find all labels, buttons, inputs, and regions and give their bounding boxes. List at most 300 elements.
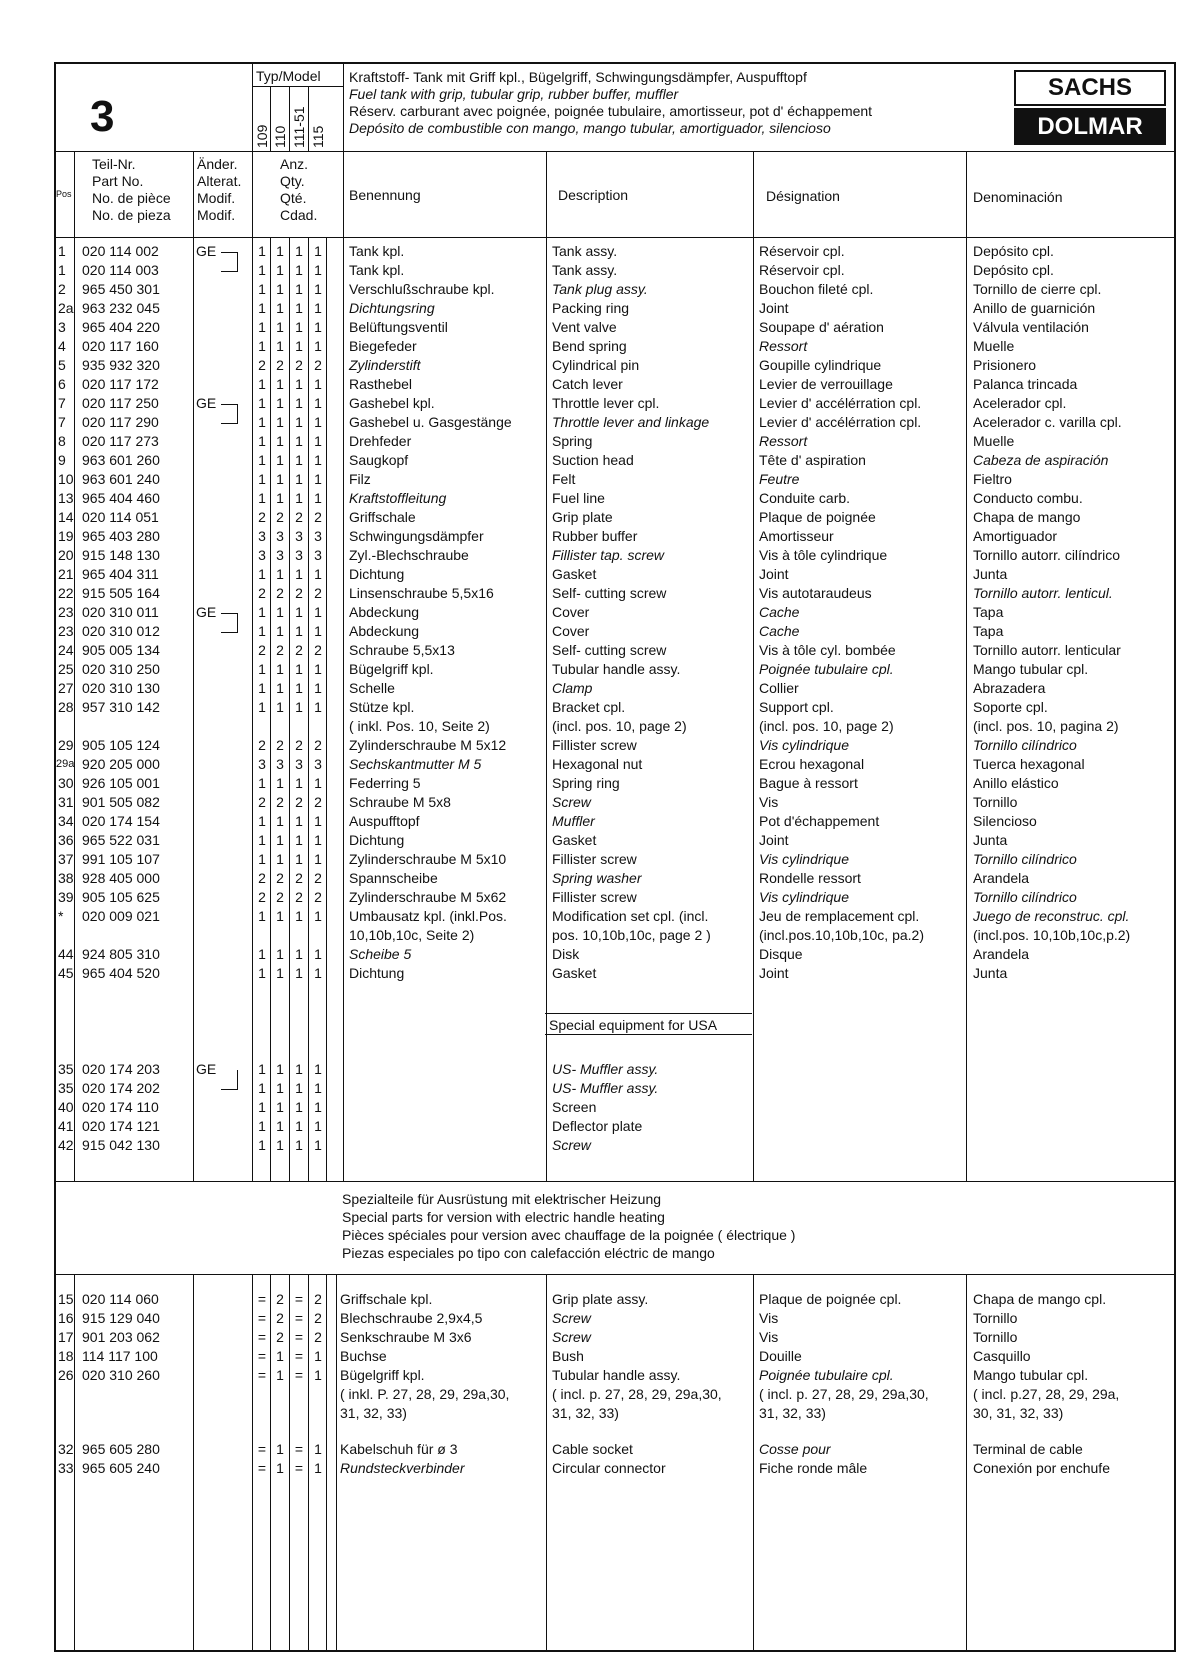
heat-part-denominacion: Casquillo	[973, 1348, 1031, 1364]
part-qty: 1	[276, 300, 284, 316]
part-designation: Joint	[759, 300, 789, 316]
part-qty: 1	[295, 471, 303, 487]
part-pos: 13	[58, 490, 74, 506]
usa-part-qty: 1	[295, 1137, 303, 1153]
part-qty: 2	[276, 889, 284, 905]
part-qty: 3	[314, 756, 322, 772]
part-pos: 39	[58, 889, 74, 905]
heat-part-qty: 1	[314, 1460, 322, 1476]
part-pos: 8	[58, 433, 66, 449]
part-pos: 20	[58, 547, 74, 563]
part-part-number: 920 205 000	[82, 756, 160, 772]
part-pos: 9	[58, 452, 66, 468]
part-part-number: 915 148 130	[82, 547, 160, 563]
title-es: Depósito de combustible con mango, mango tubular, amortiguador, silencioso	[349, 120, 831, 136]
heat-part-benennung: Blechschraube 2,9x4,5	[340, 1310, 483, 1326]
part-qty: 2	[295, 642, 303, 658]
heat-part-benennung: Rundsteckverbinder	[340, 1460, 465, 1476]
part-denominacion: Juego de reconstruc. cpl.	[973, 908, 1130, 924]
part-qty: 1	[258, 661, 266, 677]
part-row	[0, 774, 1192, 793]
part-qty: 1	[314, 851, 322, 867]
part-denominacion: Tornillo cilíndrico	[973, 851, 1077, 867]
part-qty: 1	[295, 623, 303, 639]
part-description: Bend spring	[552, 338, 627, 354]
part-benennung: Tank kpl.	[349, 243, 405, 259]
part-part-number: 963 601 260	[82, 452, 160, 468]
part-pos: 2	[58, 281, 66, 297]
part-row	[0, 280, 1192, 299]
part-qty: 1	[258, 338, 266, 354]
part-qty: 2	[276, 509, 284, 525]
part-denominacion: Abrazadera	[973, 680, 1046, 696]
part-benennung: Drehfeder	[349, 433, 412, 449]
part-part-number: 957 310 142	[82, 699, 160, 715]
usa-part-part-number: 915 042 130	[82, 1137, 160, 1153]
special-title-fr: Pièces spéciales pour version avec chauffage de la poignée ( électrique )	[342, 1227, 796, 1243]
part-designation: Support cpl.	[759, 699, 834, 715]
part-alteration-flag: GE	[196, 395, 217, 411]
part-benennung: Tank kpl.	[349, 262, 405, 278]
heat-part-part-number: 020 114 060	[82, 1291, 159, 1307]
part-alteration-flag: GE	[196, 604, 217, 620]
part-description: (incl. pos. 10, page 2)	[552, 718, 687, 734]
header-alter-en: Alterat.	[197, 173, 242, 189]
page-number: 3	[90, 92, 115, 141]
part-part-number: 020 114 003	[82, 262, 159, 278]
usa-part-description: US- Muffler assy.	[552, 1061, 659, 1077]
usa-part-qty: 1	[258, 1118, 266, 1134]
heat-part-description: Screw	[552, 1310, 591, 1326]
heat-part-designation: 31, 32, 33)	[759, 1405, 826, 1421]
part-denominacion: Amortiguador	[973, 528, 1058, 544]
part-qty: 1	[314, 490, 322, 506]
model-115: 115	[310, 125, 326, 148]
part-qty: 1	[276, 851, 284, 867]
part-qty: 1	[314, 623, 322, 639]
title-en: Fuel tank with grip, tubular grip, rubber buffer, muffler	[349, 86, 679, 102]
header-description: Description	[558, 187, 629, 203]
part-pos: 6	[58, 376, 66, 392]
usa-part-pos: 41	[58, 1118, 74, 1134]
title-de: Kraftstoff- Tank mit Griff kpl., Bügelgriff, Schwingungsdämpfer, Auspufftopf	[349, 69, 807, 85]
part-designation: Ressort	[759, 338, 808, 354]
part-denominacion: Tapa	[973, 623, 1004, 639]
heat-part-denominacion: ( incl. p.27, 28, 29, 29a,	[973, 1386, 1120, 1402]
heat-part-denominacion: Tornillo	[973, 1329, 1018, 1345]
part-benennung: Zylinderschraube M 5x12	[349, 737, 507, 753]
usa-part-qty: 1	[295, 1080, 303, 1096]
part-qty: 1	[314, 471, 322, 487]
part-benennung: Schraube M 5x8	[349, 794, 451, 810]
part-designation: Collier	[759, 680, 799, 696]
part-qty: 1	[314, 452, 322, 468]
part-qty: 3	[295, 547, 303, 563]
part-row	[0, 489, 1192, 508]
part-qty: 1	[276, 775, 284, 791]
part-qty: 2	[295, 870, 303, 886]
part-benennung: Spannscheibe	[349, 870, 438, 886]
header-qty-es: Cdad.	[280, 207, 318, 223]
header-designation: Désignation	[766, 188, 840, 204]
heat-part-designation: Poignée tubulaire cpl.	[759, 1367, 894, 1383]
part-part-number: 928 405 000	[82, 870, 160, 886]
part-row	[0, 698, 1192, 717]
usa-part-pos: 35	[58, 1080, 74, 1096]
part-designation: Ressort	[759, 433, 808, 449]
part-qty: 1	[295, 566, 303, 582]
part-row	[0, 565, 1192, 584]
heat-part-row	[0, 1309, 1192, 1328]
part-designation: Vis cylindrique	[759, 737, 850, 753]
part-qty: 2	[314, 889, 322, 905]
part-description: Spring washer	[552, 870, 642, 886]
heat-part-description: Bush	[552, 1348, 584, 1364]
part-row	[0, 508, 1192, 527]
part-qty: 2	[258, 509, 266, 525]
usa-part-row	[0, 1060, 1192, 1079]
heat-part-row	[0, 1347, 1192, 1366]
part-part-number: 905 005 134	[82, 642, 160, 658]
part-qty: 1	[258, 433, 266, 449]
heat-part-pos: 33	[58, 1460, 74, 1476]
part-qty: 1	[258, 300, 266, 316]
part-benennung: Stütze kpl.	[349, 699, 415, 715]
part-qty: 1	[295, 243, 303, 259]
part-pos: 44	[58, 946, 74, 962]
model-line-2	[289, 86, 290, 151]
heat-part-qty: 2	[276, 1310, 284, 1326]
part-qty: 1	[276, 433, 284, 449]
part-description: Rubber buffer	[552, 528, 638, 544]
usa-part-qty: 1	[314, 1099, 322, 1115]
part-qty: 1	[258, 471, 266, 487]
part-part-number: 965 404 311	[82, 566, 159, 582]
part-description: Cover	[552, 604, 590, 620]
part-benennung: Filz	[349, 471, 371, 487]
model-line-3	[308, 86, 309, 151]
header-benennung: Benennung	[349, 187, 421, 203]
part-denominacion: Acelerador cpl.	[973, 395, 1067, 411]
part-denominacion: Tornillo de cierre cpl.	[973, 281, 1102, 297]
part-qty: 3	[258, 528, 266, 544]
part-benennung: Biegefeder	[349, 338, 417, 354]
part-part-number: 965 404 460	[82, 490, 160, 506]
part-row	[0, 527, 1192, 546]
part-row	[0, 888, 1192, 907]
part-description: Bracket cpl.	[552, 699, 626, 715]
part-designation: Pot d'échappement	[759, 813, 880, 829]
part-qty: 1	[258, 414, 266, 430]
part-pos: 28	[58, 699, 74, 715]
part-row	[0, 337, 1192, 356]
part-qty: 1	[314, 775, 322, 791]
part-benennung: Schelle	[349, 680, 395, 696]
part-designation: Levier de verrouillage	[759, 376, 893, 392]
model-111-51: 111-51	[291, 106, 307, 148]
part-benennung: Saugkopf	[349, 452, 409, 468]
part-benennung: Zylinderstift	[349, 357, 421, 373]
part-denominacion: Tornillo autorr. lenticular	[973, 642, 1121, 658]
part-part-number: 963 232 045	[82, 300, 160, 316]
part-qty: 1	[295, 965, 303, 981]
part-description: Cylindrical pin	[552, 357, 640, 373]
part-qty: 3	[276, 547, 284, 563]
part-qty: 1	[314, 908, 322, 924]
part-qty: 1	[276, 832, 284, 848]
part-description: Self- cutting screw	[552, 642, 667, 658]
part-qty: 1	[314, 433, 322, 449]
part-qty: 3	[314, 547, 322, 563]
part-row	[0, 432, 1192, 451]
part-denominacion: Junta	[973, 965, 1008, 981]
part-benennung: Dichtung	[349, 566, 405, 582]
part-benennung: Zylinderschraube M 5x62	[349, 889, 507, 905]
part-qty: 2	[258, 870, 266, 886]
part-designation: Joint	[759, 566, 789, 582]
part-qty: 1	[258, 813, 266, 829]
part-benennung: Kraftstoffleitung	[349, 490, 447, 506]
heat-part-qty: 1	[314, 1348, 322, 1364]
part-qty: 2	[258, 794, 266, 810]
heat-part-qty: =	[257, 1329, 267, 1345]
part-pos: 24	[58, 642, 74, 658]
logo-dolmar: DOLMAR	[1014, 108, 1166, 145]
part-designation: Cache	[759, 604, 800, 620]
heat-part-designation: Vis	[759, 1310, 779, 1326]
part-part-number: 020 117 160	[82, 338, 159, 354]
part-row	[0, 679, 1192, 698]
part-part-number: 965 522 031	[82, 832, 160, 848]
part-qty: 1	[314, 680, 322, 696]
part-designation: Vis autotaraudeus	[759, 585, 872, 601]
part-designation: Goupille cylindrique	[759, 357, 882, 373]
usa-part-pos: 42	[58, 1137, 74, 1153]
part-qty: 1	[276, 452, 284, 468]
part-benennung: Auspufftopf	[349, 813, 420, 829]
part-pos: 22	[58, 585, 74, 601]
part-denominacion: Tornillo cilíndrico	[973, 737, 1077, 753]
heat-part-description: ( incl. p. 27, 28, 29, 29a,30,	[552, 1386, 722, 1402]
part-qty: 1	[295, 395, 303, 411]
part-description: Muffler	[552, 813, 595, 829]
part-designation: Amortisseur	[759, 528, 834, 544]
part-qty: 2	[295, 737, 303, 753]
part-designation: Soupape d' aération	[759, 319, 884, 335]
usa-part-alteration-flag: GE	[196, 1061, 217, 1077]
part-qty: 2	[314, 794, 322, 810]
heat-part-part-number: 901 203 062	[82, 1329, 160, 1345]
part-part-number: 020 310 250	[82, 661, 160, 677]
heat-part-benennung: Senkschraube M 3x6	[340, 1329, 472, 1345]
heat-part-qty: =	[257, 1348, 267, 1364]
part-qty: 1	[276, 661, 284, 677]
usa-part-qty: 1	[314, 1137, 322, 1153]
part-qty: 2	[314, 357, 322, 373]
heat-part-description: 31, 32, 33)	[552, 1405, 619, 1421]
part-qty: 3	[276, 756, 284, 772]
usa-part-qty: 1	[258, 1099, 266, 1115]
heat-part-row	[0, 1459, 1192, 1478]
header-pos: Pos	[56, 189, 72, 199]
special-title-en: Special parts for version with electric handle heating	[342, 1209, 665, 1225]
part-row	[0, 451, 1192, 470]
part-designation: Vis	[759, 794, 779, 810]
part-benennung: Schwingungsdämpfer	[349, 528, 484, 544]
part-description: Tank plug assy.	[552, 281, 648, 297]
part-pos: 10	[58, 471, 74, 487]
part-pos: 37	[58, 851, 74, 867]
part-qty: 3	[295, 528, 303, 544]
part-qty: 1	[295, 908, 303, 924]
heat-part-qty: =	[294, 1329, 304, 1345]
heat-part-qty: 2	[314, 1291, 322, 1307]
part-part-number: 965 404 220	[82, 319, 160, 335]
part-description: Clamp	[552, 680, 593, 696]
heat-part-qty: =	[257, 1441, 267, 1457]
part-description: Grip plate	[552, 509, 613, 525]
part-qty: 1	[314, 832, 322, 848]
part-row	[0, 622, 1192, 641]
usa-part-qty: 1	[276, 1061, 284, 1077]
part-qty: 1	[258, 262, 266, 278]
part-qty: 2	[295, 794, 303, 810]
part-benennung: Schraube 5,5x13	[349, 642, 455, 658]
part-description: Throttle lever and linkage	[552, 414, 710, 430]
part-qty: 2	[314, 870, 322, 886]
part-part-number: 020 117 290	[82, 414, 159, 430]
part-alteration-flag: GE	[196, 243, 217, 259]
part-description: Cover	[552, 623, 590, 639]
part-pos: 21	[58, 566, 74, 582]
heat-part-qty: =	[257, 1291, 267, 1307]
part-pos: 4	[58, 338, 66, 354]
part-row	[0, 641, 1192, 660]
usa-part-description: US- Muffler assy.	[552, 1080, 659, 1096]
part-benennung: ( inkl. Pos. 10, Seite 2)	[349, 718, 490, 734]
part-qty: 1	[295, 376, 303, 392]
part-qty: 2	[276, 642, 284, 658]
part-qty: 2	[314, 642, 322, 658]
sachs-dolmar-logo	[1014, 70, 1166, 147]
part-denominacion: Tornillo	[973, 794, 1018, 810]
heat-part-qty: 1	[276, 1348, 284, 1364]
part-qty: 3	[276, 528, 284, 544]
part-row	[0, 926, 1192, 945]
part-row	[0, 831, 1192, 850]
heat-part-designation: Douille	[759, 1348, 802, 1364]
part-denominacion: Acelerador c. varilla cpl.	[973, 414, 1122, 430]
part-qty: 1	[276, 338, 284, 354]
part-designation: Vis à tôle cylindrique	[759, 547, 888, 563]
part-qty: 1	[314, 300, 322, 316]
part-row	[0, 299, 1192, 318]
part-pos: 30	[58, 775, 74, 791]
part-part-number: 020 009 021	[82, 908, 160, 924]
part-qty: 1	[276, 566, 284, 582]
header-partno-fr: No. de pièce	[92, 190, 171, 206]
part-part-number: 020 117 250	[82, 395, 159, 411]
part-pos: *	[58, 908, 64, 924]
heat-part-description: Tubular handle assy.	[552, 1367, 681, 1383]
part-part-number: 965 450 301	[82, 281, 160, 297]
part-qty: 3	[258, 547, 266, 563]
part-qty: 1	[295, 680, 303, 696]
part-qty: 1	[314, 946, 322, 962]
usa-part-qty: 1	[295, 1118, 303, 1134]
heat-part-qty: =	[294, 1441, 304, 1457]
part-qty: 2	[276, 794, 284, 810]
part-denominacion: Tornillo autorr. cilíndrico	[973, 547, 1121, 563]
part-qty: 1	[258, 490, 266, 506]
heat-part-pos: 15	[58, 1291, 74, 1307]
heat-part-qty: =	[257, 1310, 267, 1326]
part-benennung: Griffschale	[349, 509, 416, 525]
part-row	[0, 660, 1192, 679]
usa-part-row	[0, 1117, 1192, 1136]
part-qty: 1	[295, 813, 303, 829]
part-row	[0, 318, 1192, 337]
part-benennung: Scheibe 5	[349, 946, 412, 962]
part-pos: 38	[58, 870, 74, 886]
heat-part-description: Circular connector	[552, 1460, 666, 1476]
part-qty: 1	[314, 813, 322, 829]
part-part-number: 020 114 051	[82, 509, 159, 525]
part-row	[0, 907, 1192, 926]
heat-part-designation: Fiche ronde mâle	[759, 1460, 868, 1476]
part-denominacion: Conducto combu.	[973, 490, 1083, 506]
part-denominacion: Tapa	[973, 604, 1004, 620]
heat-part-row	[0, 1290, 1192, 1309]
part-qty: 1	[314, 699, 322, 715]
heat-part-designation: ( incl. p. 27, 28, 29, 29a,30,	[759, 1386, 929, 1402]
part-denominacion: Fieltro	[973, 471, 1012, 487]
part-benennung: Rasthebel	[349, 376, 413, 392]
part-pos: 31	[58, 794, 74, 810]
part-qty: 1	[276, 471, 284, 487]
part-qty: 1	[258, 680, 266, 696]
part-designation: Réservoir cpl.	[759, 262, 845, 278]
part-part-number: 020 117 172	[82, 376, 159, 392]
part-designation: Disque	[759, 946, 803, 962]
part-qty: 2	[295, 357, 303, 373]
part-designation: Joint	[759, 832, 789, 848]
part-qty: 1	[276, 414, 284, 430]
part-description: Spring	[552, 433, 593, 449]
part-qty: 1	[314, 376, 322, 392]
heat-part-row	[0, 1328, 1192, 1347]
part-part-number: 020 310 130	[82, 680, 160, 696]
part-benennung: Abdeckung	[349, 623, 420, 639]
part-qty: 3	[258, 756, 266, 772]
heat-part-denominacion: 30, 31, 32, 33)	[973, 1405, 1064, 1421]
part-denominacion: Arandela	[973, 870, 1030, 886]
part-row	[0, 755, 1192, 774]
part-designation: Joint	[759, 965, 789, 981]
part-denominacion: Mango tubular cpl.	[973, 661, 1089, 677]
part-qty: 1	[295, 262, 303, 278]
part-qty: 1	[314, 604, 322, 620]
typ-model-label: Typ/Model	[256, 68, 321, 84]
part-row	[0, 546, 1192, 565]
part-part-number: 020 310 012	[82, 623, 160, 639]
part-qty: 1	[295, 319, 303, 335]
part-qty: 1	[276, 243, 284, 259]
heat-part-benennung: 31, 32, 33)	[340, 1405, 407, 1421]
part-pos: 45	[58, 965, 74, 981]
part-row	[0, 375, 1192, 394]
usa-part-qty: 1	[295, 1061, 303, 1077]
